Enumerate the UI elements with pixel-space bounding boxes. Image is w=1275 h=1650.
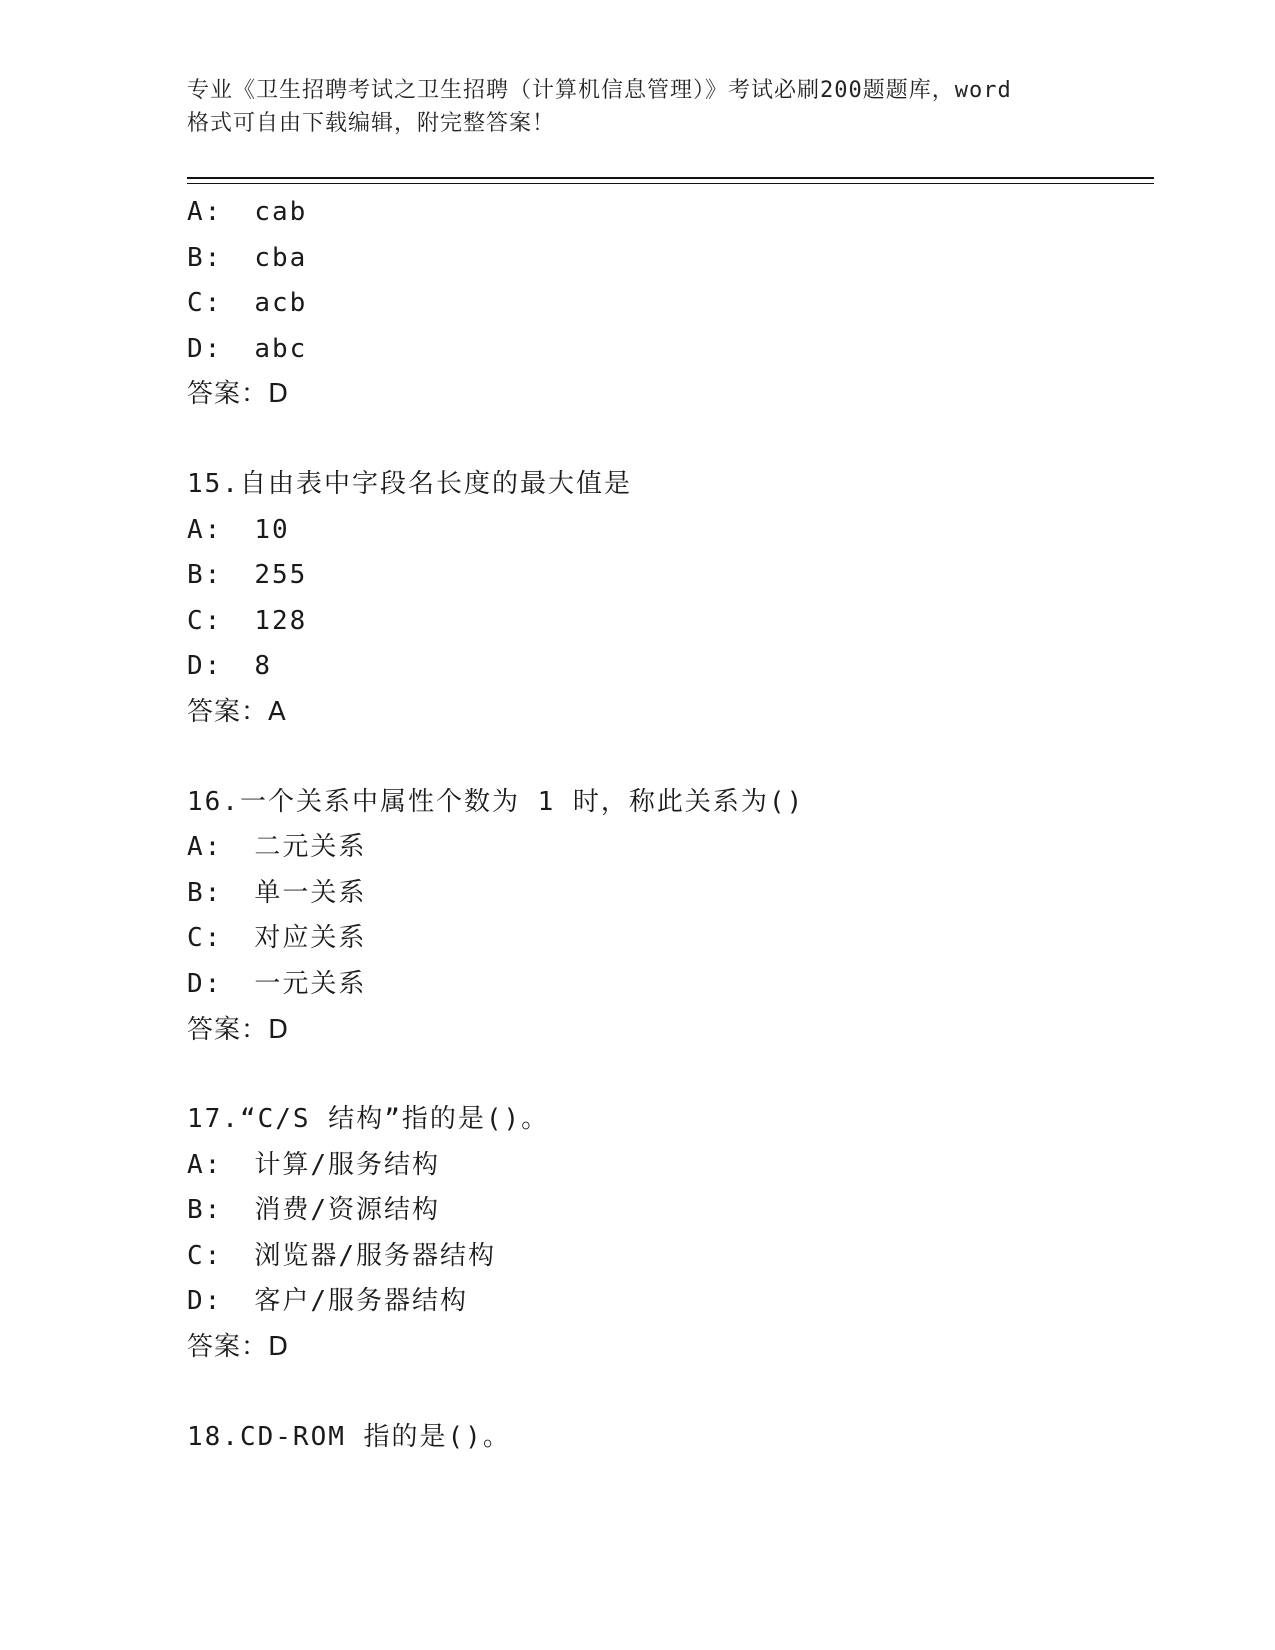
option-text: 浏览器/服务器结构 bbox=[254, 1240, 496, 1271]
option-text: 单一关系 bbox=[254, 877, 367, 908]
option-d bbox=[187, 962, 1147, 1008]
option-letter: C: bbox=[187, 923, 223, 954]
question-text: 15.自由表中字段名长度的最大值是 bbox=[187, 468, 632, 499]
option-letter: C: bbox=[187, 288, 223, 319]
option-text: 二元关系 bbox=[254, 832, 367, 863]
option-text: 客户/服务器结构 bbox=[254, 1286, 468, 1317]
option-text: 计算/服务结构 bbox=[254, 1149, 440, 1180]
option-letter: A: bbox=[187, 832, 223, 863]
option-letter: A: bbox=[187, 1149, 223, 1180]
question-18-block bbox=[187, 1415, 1147, 1461]
option-letter: C: bbox=[187, 605, 223, 636]
option-c bbox=[187, 916, 1147, 962]
option-letter: B: bbox=[187, 1195, 223, 1226]
document-header bbox=[187, 74, 1087, 140]
option-b bbox=[187, 553, 1147, 599]
header-rule-thin bbox=[187, 183, 1154, 184]
option-text: 一元关系 bbox=[254, 968, 367, 999]
option-letter: A: bbox=[187, 514, 223, 545]
option-letter: D: bbox=[187, 968, 223, 999]
option-b bbox=[187, 871, 1147, 917]
question-14-block bbox=[187, 190, 1147, 418]
option-d bbox=[187, 327, 1147, 373]
answer-line: 答案：D bbox=[187, 379, 290, 410]
option-text: acb bbox=[254, 288, 308, 319]
option-letter: D: bbox=[187, 333, 223, 364]
option-d bbox=[187, 644, 1147, 690]
question-list bbox=[187, 190, 1147, 1460]
option-text: abc bbox=[254, 333, 308, 364]
header-rule-thick bbox=[187, 177, 1154, 179]
option-c bbox=[187, 281, 1147, 327]
option-letter: D: bbox=[187, 651, 223, 682]
question-text: 17.“C/S 结构”指的是()。 bbox=[187, 1104, 550, 1135]
option-a bbox=[187, 825, 1147, 871]
option-b bbox=[187, 236, 1147, 282]
question-16-block bbox=[187, 780, 1147, 1054]
option-letter: D: bbox=[187, 1286, 223, 1317]
question-17-block bbox=[187, 1097, 1147, 1371]
option-letter: C: bbox=[187, 1240, 223, 1271]
option-text: 255 bbox=[254, 560, 308, 591]
answer-line: 答案：D bbox=[187, 1014, 290, 1045]
question-text: 18.CD-ROM 指的是()。 bbox=[187, 1421, 511, 1452]
option-a bbox=[187, 190, 1147, 236]
answer-line: 答案：A bbox=[187, 696, 287, 727]
header-line-2: 格式可自由下载编辑，附完整答案！ bbox=[187, 111, 556, 136]
question-text: 16.一个关系中属性个数为 1 时，称此关系为() bbox=[187, 786, 805, 817]
option-letter: B: bbox=[187, 877, 223, 908]
answer-line: 答案：D bbox=[187, 1332, 290, 1363]
header-line-1: 专业《卫生招聘考试之卫生招聘（计算机信息管理）》考试必刷200题题库，word bbox=[187, 78, 1012, 103]
option-text: 对应关系 bbox=[254, 923, 367, 954]
option-letter: B: bbox=[187, 560, 223, 591]
option-text: 消费/资源结构 bbox=[254, 1195, 440, 1226]
option-text: 128 bbox=[254, 605, 308, 636]
option-text: cab bbox=[254, 197, 308, 227]
option-letter: B: bbox=[187, 242, 223, 273]
option-text: cba bbox=[254, 242, 308, 273]
option-b bbox=[187, 1188, 1147, 1234]
option-c bbox=[187, 599, 1147, 645]
option-text: 8 bbox=[254, 651, 272, 682]
option-text: 10 bbox=[254, 514, 290, 545]
option-a bbox=[187, 1143, 1147, 1189]
option-c bbox=[187, 1234, 1147, 1280]
option-a bbox=[187, 508, 1147, 554]
question-15-block bbox=[187, 462, 1147, 736]
option-d bbox=[187, 1279, 1147, 1325]
option-letter: A: bbox=[187, 197, 223, 227]
